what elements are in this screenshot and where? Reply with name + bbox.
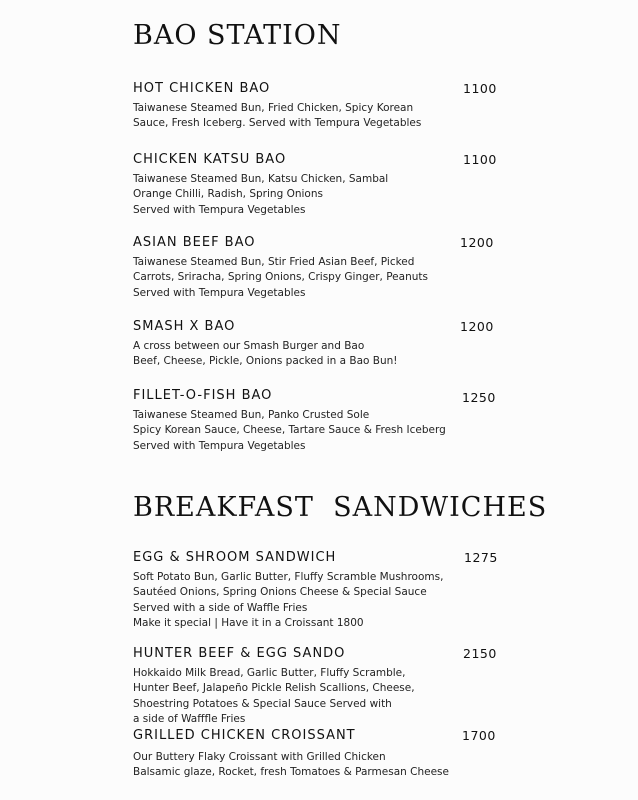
item-name: ASIAN BEEF BAO — [133, 235, 256, 250]
description-line: Soft Potato Bun, Garlic Butter, Fluffy Scramble Mushrooms, — [133, 571, 444, 583]
item-price: 1700 — [462, 728, 496, 743]
item-price: 1250 — [462, 390, 496, 405]
item-name: SMASH X BAO — [133, 319, 236, 334]
item-name: HOT CHICKEN BAO — [133, 81, 271, 96]
item-description — [133, 101, 533, 132]
description-line: Taiwanese Steamed Bun, Katsu Chicken, Sambal — [133, 173, 389, 185]
item-price: 1100 — [463, 81, 497, 96]
section-title-bao-station: BAO STATION — [133, 20, 342, 51]
description-line: Make it special | Have it in a Croissant 1800 — [133, 617, 364, 630]
description-line: Spicy Korean Sauce, Cheese, Tartare Sauce & Fresh Iceberg — [133, 424, 446, 437]
description-line: Taiwanese Steamed Bun, Fried Chicken, Spicy Korean — [133, 102, 414, 114]
description-line: Taiwanese Steamed Bun, Stir Fried Asian Beef, Picked — [133, 256, 415, 268]
item-description — [133, 570, 533, 632]
item-name: HUNTER BEEF & EGG SANDO — [133, 646, 346, 661]
item-price: 2150 — [463, 646, 497, 661]
description-line: Served with a side of Waffle Fries — [133, 601, 308, 614]
description-line: Beef, Cheese, Pickle, Onions packed in a Bao Bun! — [133, 355, 398, 368]
description-line: Orange Chilli, Radish, Spring Onions — [133, 188, 323, 201]
description-line: Served with Tempura Vegetables — [133, 286, 306, 299]
item-name: FILLET-O-FISH BAO — [133, 388, 273, 403]
item-price: 1275 — [464, 550, 498, 565]
item-price: 1200 — [460, 235, 494, 250]
section-title-breakfast-sandwiches: BREAKFAST SANDWICHES — [133, 492, 548, 523]
item-price: 1200 — [460, 319, 494, 334]
description-line: A cross between our Smash Burger and Bao — [133, 340, 365, 352]
item-description — [133, 408, 533, 454]
description-line: Hokkaido Milk Bread, Garlic Butter, Fluffy Scramble, — [133, 667, 406, 679]
description-line: Served with Tempura Vegetables — [133, 439, 306, 452]
item-description — [133, 750, 533, 781]
item-name: EGG & SHROOM SANDWICH — [133, 550, 337, 565]
item-description — [133, 172, 533, 218]
item-price: 1100 — [463, 152, 497, 167]
item-description — [133, 666, 533, 728]
description-line: Our Buttery Flaky Croissant with Grilled Chicken — [133, 751, 386, 763]
description-line: Sauce, Fresh Iceberg. Served with Tempura Vegetables — [133, 117, 422, 130]
item-name: CHICKEN KATSU BAO — [133, 152, 287, 167]
description-line: Carrots, Sriracha, Spring Onions, Crispy Ginger, Peanuts — [133, 271, 428, 284]
description-line: Balsamic glaze, Rocket, fresh Tomatoes & Parmesan Cheese — [133, 766, 449, 779]
item-description — [133, 255, 533, 301]
description-line: Hunter Beef, Jalapeño Pickle Relish Scallions, Cheese, — [133, 682, 415, 695]
description-line: Served with Tempura Vegetables — [133, 203, 306, 216]
description-line: a side of Wafffle Fries — [133, 713, 246, 726]
description-line: Sautéed Onions, Spring Onions Cheese & Special Sauce — [133, 586, 427, 599]
item-name: GRILLED CHICKEN CROISSANT — [133, 728, 356, 743]
description-line: Shoestring Potatoes & Special Sauce Served with — [133, 697, 392, 710]
item-description — [133, 339, 533, 370]
description-line: Taiwanese Steamed Bun, Panko Crusted Sole — [133, 409, 370, 421]
